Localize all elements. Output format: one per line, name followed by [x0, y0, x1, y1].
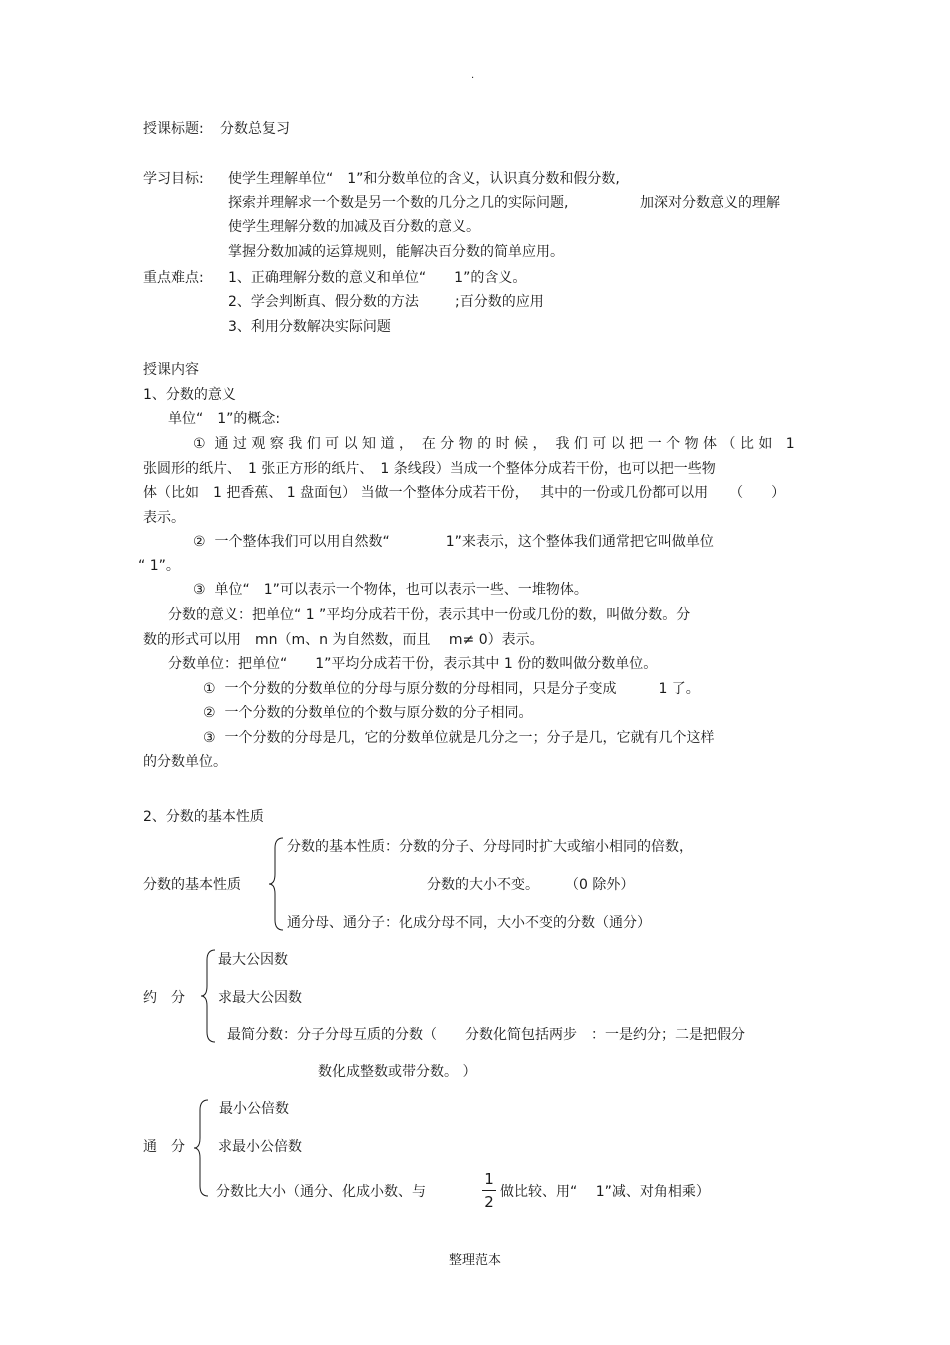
property-line3: 通分母、通分子：化成分母不同，大小不变的分数（通分）	[287, 915, 651, 931]
content-heading: 授课内容	[143, 362, 199, 378]
goal-item-1: 使学生理解单位“ 1”和分数单位的含义，认识真分数和假分数,	[228, 171, 620, 187]
fraction-one-half	[481, 1170, 497, 1211]
key-point-2: 2、学会判断真、假分数的方法	[228, 294, 419, 310]
common-label: 通 分	[143, 1139, 185, 1155]
para1-line4: 表示。	[143, 510, 185, 526]
common-line1: 最小公倍数	[219, 1101, 289, 1117]
meaning-line1: 分数的意义：把单位“ 1 ”平均分成若干份，表示其中一份或几份的数，叫做分数。分	[168, 607, 691, 623]
reduce-line2: 求最大公因数	[218, 990, 302, 1006]
goals-label: 学习目标:	[143, 171, 204, 187]
unit-line: 分数单位：把单位“ 1”平均分成若干份，表示其中 1 份的数叫做分数单位。	[168, 656, 658, 672]
footer-text: 整理范本	[448, 1253, 501, 1268]
rule-2: ② 一个分数的分数单位的个数与原分数的分子相同。	[203, 705, 533, 721]
goal-item-2: 探索并理解求一个数是另一个数的几分之几的实际问题,	[228, 195, 569, 211]
reduce-line4: 数化成整数或带分数。 ）	[318, 1064, 477, 1080]
goal-item-3: 使学生理解分数的加减及百分数的意义。	[228, 219, 480, 235]
property-label: 分数的基本性质	[143, 877, 241, 893]
key-point-3: 3、利用分数解决实际问题	[228, 319, 391, 335]
section-1-heading: 1、分数的意义	[143, 387, 236, 403]
left-brace-icon	[193, 1098, 211, 1198]
para1-line3: 体（比如 1 把香蕉、 1 盘面包） 当做一个整体分成若干份， 其中的一份或几份都可以用 （ ）	[143, 485, 786, 501]
reduce-label: 约 分	[143, 990, 185, 1006]
header-dot: ·	[471, 73, 475, 84]
property-line1: 分数的基本性质：分数的分子、分母同时扩大或缩小相同的倍数，	[287, 839, 693, 855]
title-label: 授课标题:	[143, 121, 204, 137]
common-line3a: 分数比大小（通分、化成小数、与	[216, 1184, 426, 1200]
goal-item-4: 掌握分数加减的运算规则，能解决百分数的简单应用。	[228, 244, 564, 260]
reduce-line3: 最简分数：分子分母互质的分数（ 分数化简包括两步 ：一是约分；二是把假分	[227, 1027, 745, 1043]
para1-line2: 张圆形的纸片、 1 张正方形的纸片、 1 条线段）当成一个整体分成若干份，也可以把一些物	[143, 461, 716, 477]
meaning-line2: 数的形式可以用 mn（m、n 为自然数，而且 m≠ 0）表示。	[143, 632, 544, 648]
property-line2: 分数的大小不变。	[427, 877, 539, 893]
para1-line1: ① 通 过 观 察 我 们 可 以 知 道 ， 在 分 物 的 时 候 ， 我 们 可 以 把 一 个 物 体 （ 比 如 1	[193, 436, 795, 452]
goal-item-2b: 加深对分数意义的理解	[640, 195, 780, 211]
key-point-1: 1、正确理解分数的意义和单位“ 1”的含义。	[228, 270, 527, 286]
left-brace-icon	[268, 836, 286, 932]
title-value: 分数总复习	[220, 121, 290, 137]
property-line2-note: （0 除外）	[565, 877, 635, 893]
common-line3b: 做比较、用“ 1”减、对角相乘）	[500, 1184, 710, 1200]
left-brace-icon	[200, 948, 218, 1044]
fraction-bar	[482, 1190, 496, 1191]
rule-3-line1: ③ 一个分数的分母是几，它的分数单位就是几分之一；分子是几，它就有几个这样	[203, 730, 715, 746]
key-point-2b: ;百分数的应用	[455, 294, 544, 310]
common-line2: 求最小公倍数	[218, 1139, 302, 1155]
section-2-heading: 2、分数的基本性质	[143, 809, 264, 825]
para2-line2: “ 1”。	[138, 558, 180, 574]
para2-line1: ② 一个整体我们可以用自然数“ 1”来表示，这个整体我们通常把它叫做单位	[193, 534, 714, 550]
rule-1: ① 一个分数的分数单位的分母与原分数的分母相同，只是分子变成 1 了。	[203, 681, 700, 697]
key-points-label: 重点难点:	[143, 270, 204, 286]
unit-concept: 单位“ 1”的概念:	[168, 411, 281, 427]
reduce-line1: 最大公因数	[218, 952, 288, 968]
fraction-denominator: 2	[484, 1193, 494, 1211]
fraction-numerator: 1	[484, 1170, 494, 1188]
rule-3-line2: 的分数单位。	[143, 754, 227, 770]
para3-line1: ③ 单位“ 1”可以表示一个物体，也可以表示一些、一堆物体。	[193, 582, 588, 598]
